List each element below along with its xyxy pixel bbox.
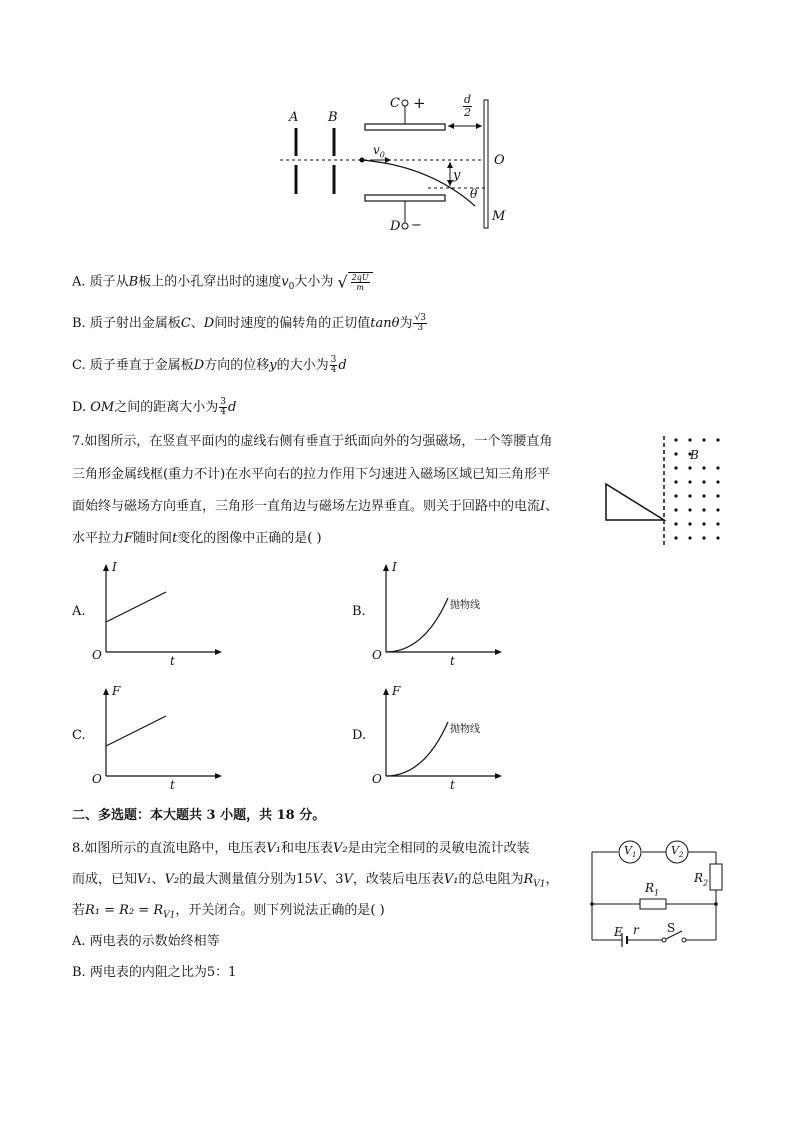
field-dot (702, 438, 705, 441)
resistor-r2 (710, 864, 722, 890)
graph-origin-label: O (372, 772, 382, 786)
field-dot (716, 522, 719, 525)
label-v0: $v_0$ (373, 143, 385, 160)
field-dot (674, 466, 677, 469)
label-o: O (494, 153, 505, 168)
y-axis-arrow (383, 688, 389, 695)
plate-c (365, 124, 445, 130)
field-dot (716, 438, 719, 441)
graph-axes (96, 684, 226, 792)
graph-axes (376, 684, 506, 792)
field-dot (702, 480, 705, 483)
graph-option-label: B. (352, 604, 366, 619)
y-axis-arrow (383, 564, 389, 571)
triangle-frame (606, 484, 664, 520)
field-dot (716, 466, 719, 469)
field-dot (716, 536, 719, 539)
q7-line-1: 7.如图所示，在竖直平面内的虚线右侧有垂直于纸面向外的匀强磁场，一个等腰直角 (72, 434, 553, 449)
graph-x-label: t (450, 654, 455, 668)
graph-option-label: A. (72, 604, 86, 619)
field-dot (702, 536, 705, 539)
x-axis-arrow (215, 649, 222, 655)
field-dot (688, 466, 691, 469)
field-label-b: B (690, 448, 699, 462)
q8-option-a: A. 两电表的示数始终相等 (72, 934, 220, 949)
graph-b (352, 560, 542, 670)
graph-a (72, 560, 262, 670)
graph-x-label: t (170, 778, 175, 792)
q6-option-b: B. 质子射出金属板C、D间时速度的偏转角的正切值tanθ为 $\frac{√3}{3}$ (72, 313, 426, 333)
field-dot (716, 494, 719, 497)
q7-line-3: 面始终与磁场方向垂直，三角形一直角边与磁场左边界垂直。则关于回路中的电流I、 (72, 499, 559, 514)
graph-y-label: I (392, 560, 397, 574)
field-dot (674, 508, 677, 511)
v2-label: $V_2$ (671, 844, 684, 860)
q8-line-2: 而成，已知V₁、V₂的最大测量值分别为15V、3V，改装后电压表V₁的总电阻为$R_{V1}$， (72, 872, 559, 890)
field-dot (702, 494, 705, 497)
field-dot (688, 494, 691, 497)
q6-option-c: C. 质子垂直于金属板D方向的位移y的大小为 $\frac{3}{4}$ d (72, 355, 347, 375)
s-label: S (667, 921, 676, 935)
r2-label: $R_2$ (694, 871, 709, 888)
field-dot (688, 522, 691, 525)
sqrt-expression: √ $\frac{2qU}{m}$ (337, 272, 372, 292)
label-c: C (390, 96, 400, 111)
field-dot (674, 522, 677, 525)
screen (484, 100, 488, 228)
label-d: D (390, 219, 401, 234)
field-dot (688, 508, 691, 511)
graph-line (106, 716, 166, 746)
field-dot (716, 508, 719, 511)
q7-line-2: 三角形金属线框(重力不计)在水平向右的拉力作用下匀速进入磁场区域已知三角形平 (72, 467, 551, 482)
graph-axes (96, 560, 226, 668)
label-d-over-2: $\frac{d}{2}$ (464, 93, 472, 119)
graph-parabola (386, 722, 448, 776)
magnetic-field-figure (604, 434, 724, 548)
graph-note: 抛物线 (450, 724, 480, 735)
label-y: y (453, 168, 461, 183)
graph-option-label: D. (352, 728, 367, 743)
graph-y-label: F (112, 684, 121, 698)
field-dot (688, 438, 691, 441)
v1-label: $V_1$ (624, 844, 637, 860)
r1-label: $R_1$ (645, 881, 660, 898)
x-axis-arrow (495, 649, 502, 655)
graph-axes (376, 560, 506, 668)
graph-d (352, 684, 542, 794)
graph-option-label: C. (72, 728, 86, 743)
r-label: r (633, 923, 639, 937)
q6-option-d: D. OM之间的距离大小为 $\frac{3}{4}$ d (72, 397, 237, 417)
plate-d (365, 195, 445, 201)
graph-origin-label: O (92, 648, 102, 662)
graph-parabola (386, 598, 448, 652)
field-dot (674, 536, 677, 539)
graph-origin-label: O (92, 772, 102, 786)
graph-y-label: I (112, 560, 117, 574)
q8-option-b: B. 两电表的内阻之比为5：1 (72, 965, 237, 980)
field-dot (688, 536, 691, 539)
q8-line-1: 8.如图所示的直流电路中，电压表V₁和电压表V₂是由完全相同的灵敏电流计改装 (72, 841, 530, 856)
graph-x-label: t (450, 778, 455, 792)
label-b: B (328, 110, 338, 125)
label-m: M (492, 209, 506, 224)
q6-option-a: A. 质子从B板上的小孔穿出时的速度$v_0$大小为 √ $\frac{2qU}{m}$ (72, 272, 373, 296)
field-dot (702, 466, 705, 469)
e-label: E (614, 925, 623, 939)
terminal-c (402, 100, 408, 106)
section-2-heading: 二、多选题：本大题共 3 小题，共 18 分。 (72, 808, 326, 823)
resistor-r1 (640, 899, 666, 909)
x-axis-arrow (495, 773, 502, 779)
label-theta: θ (470, 187, 478, 201)
q8-line-3: 若$R_1 = R_2 = R_{V1}$，开关闭合。则下列说法正确的是( ) (72, 903, 385, 921)
field-dot (674, 452, 677, 455)
field-dot (702, 522, 705, 525)
label-plus: + (413, 94, 426, 112)
graph-c (72, 684, 262, 794)
q7-line-4: 水平拉力F随时间t变化的图像中正确的是( ) (72, 531, 322, 546)
y-axis-arrow (103, 688, 109, 695)
label-a: A (289, 110, 299, 125)
graph-x-label: t (170, 654, 175, 668)
terminal-d (402, 223, 408, 229)
field-dot (674, 494, 677, 497)
graph-note: 抛物线 (450, 600, 480, 611)
graph-origin-label: O (372, 648, 382, 662)
x-axis-arrow (215, 773, 222, 779)
field-dot (716, 480, 719, 483)
y-axis-arrow (103, 564, 109, 571)
field-dot (674, 438, 677, 441)
field-dot (674, 480, 677, 483)
field-dot (702, 508, 705, 511)
field-dot (688, 480, 691, 483)
label-minus: − (411, 218, 422, 233)
graph-y-label: F (392, 684, 401, 698)
graph-line (106, 592, 166, 622)
